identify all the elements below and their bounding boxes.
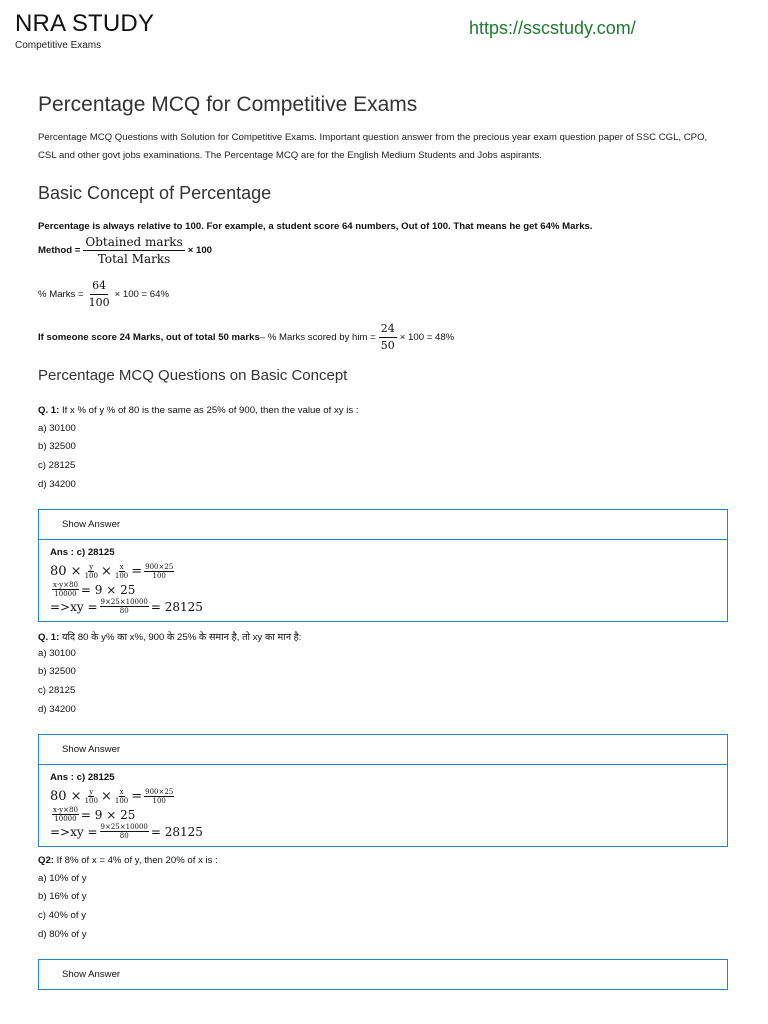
intro-paragraph: Percentage MCQ Questions with Solution for Competitive Exams. Important question answer from the precious year exam question paper of SSC CGL, CPO, CSL and other govt jobs examinations. The Percentage MCQ are for the English Medium Students and Jobs aspirants. bbox=[38, 132, 708, 161]
math-fraction bbox=[100, 598, 149, 615]
math-term: × bbox=[100, 789, 112, 804]
option-b: b) 32500 bbox=[38, 666, 76, 677]
solution-line-1 bbox=[50, 563, 176, 580]
math-term: = bbox=[131, 789, 143, 804]
math-term: = 9 × 25 bbox=[80, 582, 136, 597]
option-d: d) 80% of y bbox=[38, 929, 87, 940]
math-fraction bbox=[144, 563, 174, 580]
example-bold: If someone score 24 Marks, out of total 50 marks bbox=[38, 332, 260, 343]
solution-line-2 bbox=[50, 581, 135, 598]
method-denominator: Total Marks bbox=[97, 252, 171, 266]
fraction-denominator: 100 bbox=[152, 797, 166, 805]
question-1-hindi bbox=[38, 630, 301, 643]
fraction-denominator: 100 bbox=[152, 572, 166, 580]
show-answer-button[interactable]: Show Answer bbox=[38, 734, 728, 765]
show-answer-button[interactable]: Show Answer bbox=[38, 509, 728, 540]
fraction-denominator: 10000 bbox=[54, 590, 77, 598]
question-text: If 8% of x = 4% of y, then 20% of x is : bbox=[54, 855, 218, 866]
answer-panel bbox=[38, 765, 728, 847]
marks-numerator: 64 bbox=[90, 279, 108, 295]
math-term: = bbox=[131, 564, 143, 579]
option-d: d) 34200 bbox=[38, 479, 76, 490]
fraction-numerator: y bbox=[89, 788, 94, 796]
marks-denominator: 100 bbox=[88, 296, 110, 309]
method-formula bbox=[38, 235, 212, 266]
math-fraction bbox=[114, 788, 129, 805]
question-label: Q2: bbox=[38, 855, 54, 866]
option-c: c) 28125 bbox=[38, 685, 76, 696]
option-a: a) 10% of y bbox=[38, 873, 87, 884]
marks-fraction bbox=[87, 279, 112, 310]
example-formula bbox=[38, 322, 454, 353]
example-rest: – % Marks scored by him = bbox=[259, 332, 376, 343]
site-tagline: Competitive Exams bbox=[15, 40, 102, 51]
math-term: =>xy = bbox=[50, 599, 98, 614]
concept-heading: Basic Concept of Percentage bbox=[38, 183, 272, 203]
example-fraction bbox=[379, 322, 397, 353]
solution-line-3 bbox=[50, 823, 203, 840]
fraction-numerator: 9×25×10000 bbox=[100, 823, 148, 831]
math-fraction bbox=[52, 581, 79, 598]
math-fraction bbox=[84, 563, 99, 580]
fraction-numerator: y bbox=[89, 563, 94, 571]
fraction-denominator: 100 bbox=[114, 797, 129, 805]
math-fraction bbox=[52, 806, 79, 823]
math-term: 80 × bbox=[50, 564, 82, 579]
method-numerator: Obtained marks bbox=[85, 235, 183, 249]
fraction-denominator: 100 bbox=[114, 572, 129, 580]
marks-tail: × 100 = 64% bbox=[114, 289, 170, 300]
fraction-denominator: 10000 bbox=[54, 815, 77, 823]
fraction-denominator: 80 bbox=[119, 832, 129, 840]
option-b: b) 32500 bbox=[38, 441, 76, 452]
question-label: Q. 1: bbox=[38, 405, 60, 416]
math-term: 80 × bbox=[50, 789, 82, 804]
concept-line: Percentage is always relative to 100. For example, a student score 64 numbers, Out of 100. That means he get 64% Marks. bbox=[38, 221, 593, 232]
fraction-numerator: x bbox=[119, 788, 124, 796]
math-term: × bbox=[100, 564, 112, 579]
fraction-numerator: x·y×80 bbox=[53, 806, 78, 814]
example-denominator: 50 bbox=[380, 339, 395, 352]
answer-panel bbox=[38, 540, 728, 622]
site-url-link[interactable]: https://sscstudy.com/ bbox=[469, 18, 636, 38]
option-c: c) 40% of y bbox=[38, 910, 86, 921]
option-d: d) 34200 bbox=[38, 704, 76, 715]
question-label: Q. 1: bbox=[38, 632, 60, 643]
solution-line-1 bbox=[50, 788, 176, 805]
option-a: a) 30100 bbox=[38, 648, 76, 659]
fraction-numerator: 900×25 bbox=[145, 788, 174, 796]
show-answer-button[interactable]: Show Answer bbox=[38, 959, 728, 990]
math-term: =>xy = bbox=[50, 824, 98, 839]
fraction-denominator: 80 bbox=[119, 607, 129, 615]
method-label: Method = bbox=[38, 245, 81, 256]
solution-line-3 bbox=[50, 598, 203, 615]
math-fraction bbox=[144, 788, 174, 805]
option-a: a) 30100 bbox=[38, 423, 76, 434]
mcq-heading: Percentage MCQ Questions on Basic Concept bbox=[38, 367, 348, 384]
math-term: = 28125 bbox=[150, 599, 203, 614]
math-fraction bbox=[114, 563, 129, 580]
fraction-denominator: 100 bbox=[84, 572, 98, 580]
solution-line-2 bbox=[50, 806, 135, 823]
fraction-denominator: 100 bbox=[84, 797, 98, 805]
math-fraction bbox=[100, 823, 149, 840]
fraction-numerator: 900×25 bbox=[145, 563, 174, 571]
marks-formula bbox=[38, 279, 169, 310]
answer-text: Ans : c) 28125 bbox=[50, 772, 115, 783]
question-2 bbox=[38, 855, 218, 866]
page-title: Percentage MCQ for Competitive Exams bbox=[38, 93, 418, 116]
example-numerator: 24 bbox=[379, 322, 397, 338]
answer-text: Ans : c) 28125 bbox=[50, 547, 115, 558]
option-b: b) 16% of y bbox=[38, 891, 87, 902]
example-tail: × 100 = 48% bbox=[399, 332, 455, 343]
option-c: c) 28125 bbox=[38, 460, 76, 471]
math-fraction bbox=[84, 788, 99, 805]
marks-label: % Marks = bbox=[38, 289, 84, 300]
math-term: = 9 × 25 bbox=[80, 807, 136, 822]
fraction-numerator: 9×25×10000 bbox=[100, 598, 148, 606]
fraction-numerator: x·y×80 bbox=[53, 581, 78, 589]
fraction-numerator: x bbox=[119, 563, 124, 571]
question-text: If x % of y % of 80 is the same as 25% of 900, then the value of xy is : bbox=[59, 405, 359, 416]
question-1 bbox=[38, 405, 359, 416]
method-tail: × 100 bbox=[187, 245, 213, 256]
math-term: = 28125 bbox=[150, 824, 203, 839]
question-text: यदि 80 के y% का x%, 900 के 25% के समान है, तो xy का मान है: bbox=[59, 632, 302, 643]
method-fraction bbox=[83, 235, 184, 266]
site-title[interactable]: NRA STUDY bbox=[15, 10, 155, 37]
